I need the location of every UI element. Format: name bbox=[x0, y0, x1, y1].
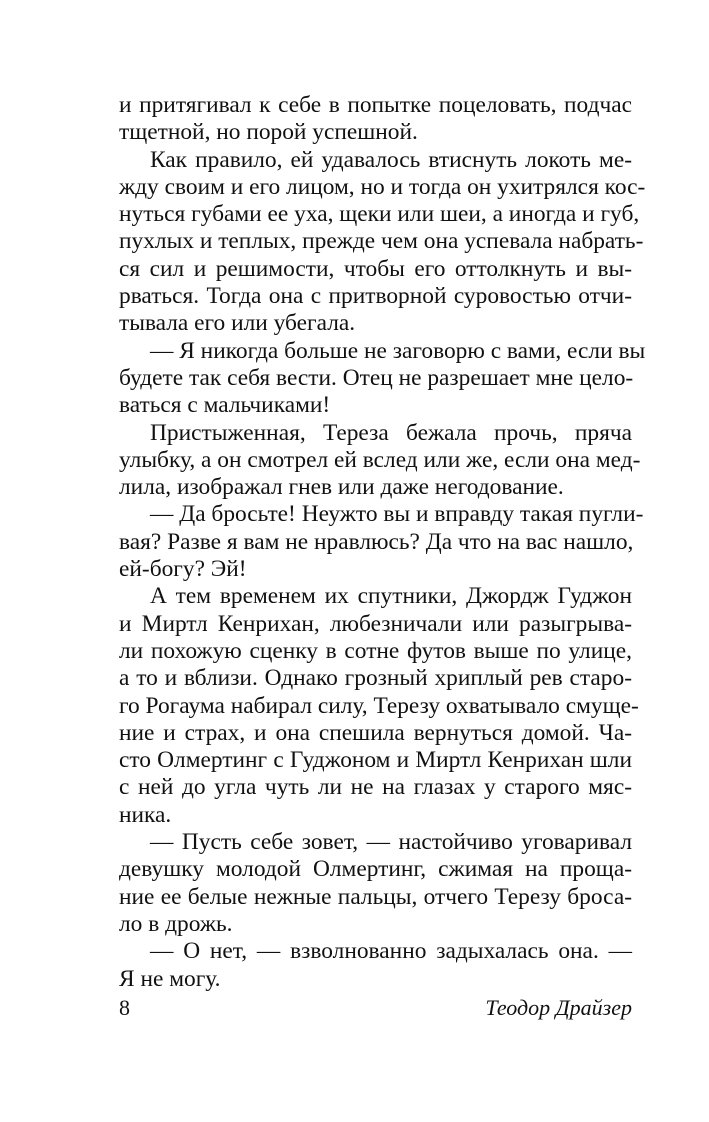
text-line-16: — Да бросьте! Неужто вы и вправду такая пугли- bbox=[150, 501, 644, 528]
page-number: 8 bbox=[119, 995, 130, 1020]
running-title: Теодор Драйзер bbox=[485, 995, 632, 1020]
text-line-13: Пристыженная, Тереза бежала прочь, пряча bbox=[150, 419, 632, 446]
text-line-4: жду своим и его лицом, но и тогда он ухитрялся кос- bbox=[119, 173, 646, 200]
text-line-24: ние и страх, и она спешила вернуться домой. Ча- bbox=[119, 719, 632, 746]
text-line-25: сто Олмертинг с Гуджоном и Миртл Кенрихан шли bbox=[119, 747, 632, 774]
page-footer bbox=[119, 994, 632, 1022]
text-line-21: ли похожую сценку в сотне футов выше по улице, bbox=[119, 637, 632, 664]
text-line-17: вая? Разве я вам не нравлюсь? Да что на вас нашло, bbox=[119, 528, 634, 555]
text-line-19: А тем временем их спутники, Джордж Гуджон bbox=[150, 583, 632, 610]
text-line-15: лила, изображал гнев или даже негодование. bbox=[119, 474, 564, 501]
text-line-23: го Рогаума набирал силу, Терезу охватывало смуще- bbox=[119, 692, 639, 719]
text-line-6: пухлых и теплых, прежде чем она успевала набрать- bbox=[119, 228, 644, 255]
body-text bbox=[119, 92, 646, 993]
text-line-26: с ней до угла чуть ли не на глазах у старого мяс- bbox=[119, 774, 632, 801]
text-line-32: — О нет, — взволнованно задыхалась она. — bbox=[150, 938, 632, 965]
text-line-12: ваться с мальчиками! bbox=[119, 392, 331, 419]
text-line-33: Я не могу. bbox=[119, 965, 221, 992]
text-line-27: ника. bbox=[119, 801, 172, 828]
text-line-5: нуться губами ее уха, щеки или шеи, а иногда и губ, bbox=[119, 201, 640, 228]
text-line-7: ся сил и решимости, чтобы его оттолкнуть и вы- bbox=[119, 255, 632, 282]
text-line-28: — Пусть себе зовет, — настойчиво уговаривал bbox=[150, 829, 632, 856]
text-line-9: тывала его или убегала. bbox=[119, 310, 356, 337]
text-line-30: ние ее белые нежные пальцы, отчего Терезу броса- bbox=[119, 883, 632, 910]
text-line-31: ло в дрожь. bbox=[119, 910, 233, 937]
text-line-14: улыбку, а он смотрел ей вслед или же, если она мед- bbox=[119, 446, 641, 473]
text-line-1: и притягивал к себе в попытке поцеловать, подчас bbox=[119, 92, 632, 118]
text-line-11: будете так себя вести. Отец не разрешает мне цело- bbox=[119, 364, 634, 391]
text-line-3: Как правило, ей удавалось втиснуть локоть ме- bbox=[150, 146, 632, 173]
text-line-2: тщетной, но порой успешной. bbox=[119, 119, 418, 146]
text-line-10: — Я никогда больше не заговорю с вами, если вы bbox=[150, 337, 646, 364]
text-line-18: ей-богу? Эй! bbox=[119, 556, 247, 583]
text-line-29: девушку молодой Олмертинг, сжимая на проща- bbox=[119, 856, 632, 883]
text-line-22: а то и вблизи. Однако грозный хриплый рев старо- bbox=[119, 665, 632, 692]
text-line-8: рваться. Тогда она с притворной суровостью отчи- bbox=[119, 283, 632, 310]
text-line-20: и Миртл Кенрихан, любезничали или разыгрыва- bbox=[119, 610, 632, 637]
